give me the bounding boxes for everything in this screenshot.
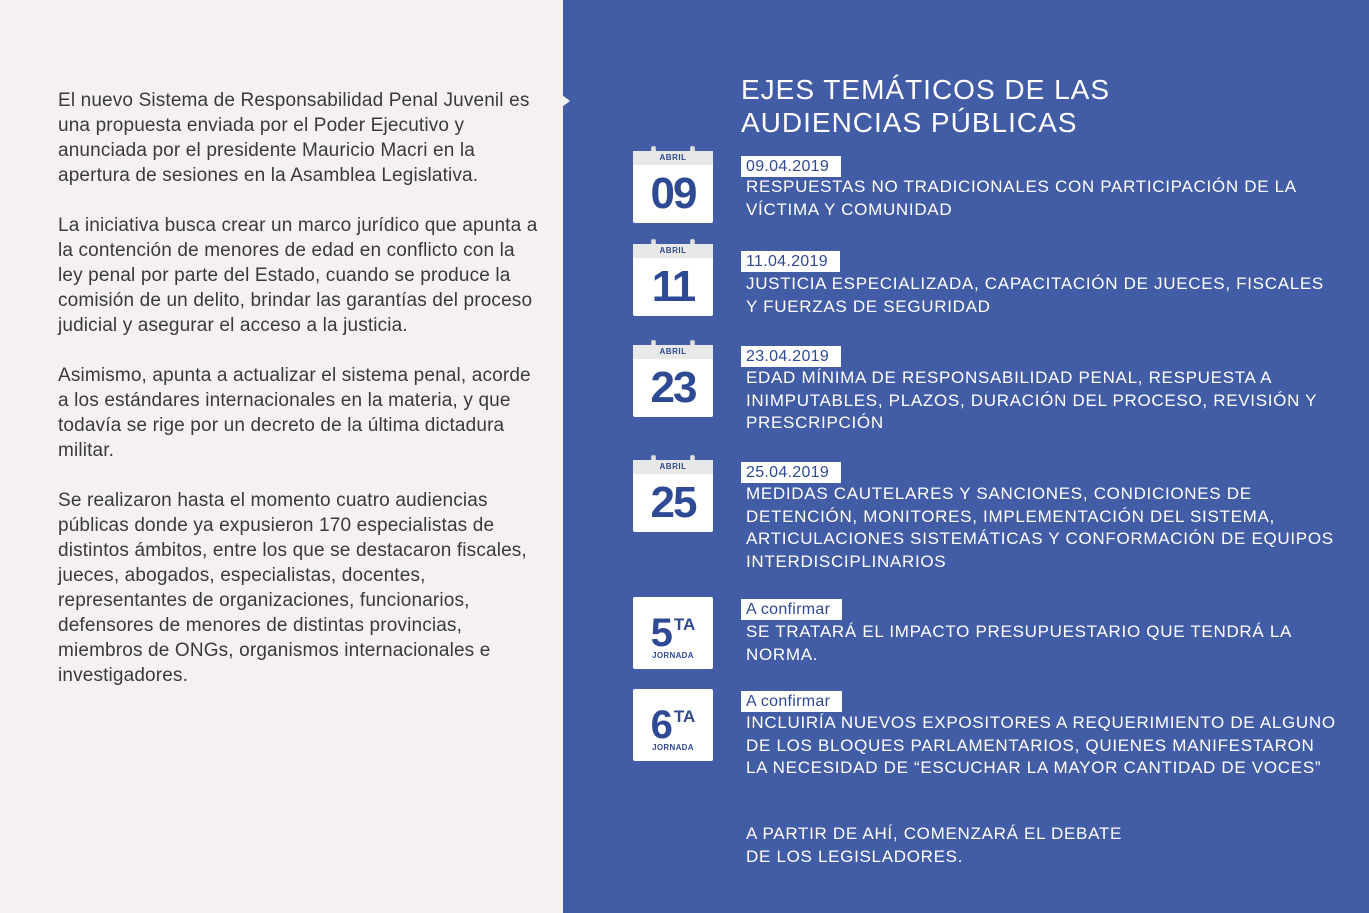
calendar-day: 09 <box>650 169 696 218</box>
calendar-icon <box>633 460 713 532</box>
item-description: INCLUIRÍA NUEVOS EXPOSITORES A REQUERIMIENTO DE ALGUNO DE LOS BLOQUES PARLAMENTARIOS, QUIENES MANIFESTARON LA NECESIDAD DE “ESCUCHAR LA MAYOR CANTIDAD DE VOCES” <box>746 713 1336 777</box>
left-panel <box>0 0 563 913</box>
heading-line-1: EJES TEMÁTICOS DE LAS <box>741 74 1111 105</box>
date-tag: 11.04.2019 <box>741 251 840 272</box>
closing-line-2: DE LOS LEGISLADORES. <box>746 846 964 866</box>
item-description: EDAD MÍNIMA DE RESPONSABILIDAD PENAL, RESPUESTA A INIMPUTABLES, PLAZOS, DURACIÓN DEL PROCESO, REVISIÓN Y PRESCRIPCIÓN <box>746 368 1317 432</box>
jornada-badge-icon <box>633 597 713 669</box>
calendar-day: 11 <box>651 262 695 311</box>
intro-paragraph-3: Asimismo, apunta a actualizar el sistema penal, acorde a los estándares internacionales en la materia, y que todavía se rige por un decreto de la última dictadura militar. <box>58 365 531 461</box>
intro-text <box>58 88 538 713</box>
date-tag: A confirmar <box>741 691 842 712</box>
date-tag: 09.04.2019 <box>741 156 841 177</box>
calendar-icon <box>633 151 713 223</box>
intro-paragraph-4: Se realizaron hasta el momento cuatro audiencias públicas donde ya expusieron 170 especialistas de distintos ámbitos, entre los que se destacaron fiscales, jueces, abogados, especialistas, docentes, representantes de organizaciones, funcionarios, defensores de menores de distintas provincias, miembros de ONGs, organismos internacionales e investigadores. <box>58 490 527 686</box>
closing-line-1: A PARTIR DE AHÍ, COMENZARÁ EL DEBATE <box>746 824 1122 843</box>
jornada-number: 6 <box>650 703 673 747</box>
date-tag: A confirmar <box>741 599 842 620</box>
jornada-suffix: TA <box>673 707 696 726</box>
calendar-month: ABRIL <box>633 345 713 359</box>
calendar-icon <box>633 345 713 417</box>
jornada-label: JORNADA <box>652 743 694 752</box>
right-panel <box>563 0 1369 913</box>
item-description: MEDIDAS CAUTELARES Y SANCIONES, CONDICIONES DE DETENCIÓN, MONITORES, IMPLEMENTACIÓN DEL SISTEMA, ARTICULACIONES SISTEMÁTICAS Y CONFORMACIÓN DE EQUIPOS INTERDISCIPLINARIOS <box>746 484 1334 571</box>
date-tag: 25.04.2019 <box>741 462 841 483</box>
calendar-day: 25 <box>650 478 696 527</box>
calendar-icon <box>633 244 713 316</box>
intro-paragraph-2: La iniciativa busca crear un marco jurídico que apunta a la contención de menores de edad en conflicto con la ley penal por parte del Estado, cuando se produce la comisión de un delito, brindar las garantías del proceso judicial y asegurar el acceso a la justicia. <box>58 215 538 336</box>
closing-note <box>746 823 1306 868</box>
date-tag: 23.04.2019 <box>741 346 841 367</box>
jornada-suffix: TA <box>673 615 696 634</box>
section-heading <box>741 73 1301 139</box>
calendar-day: 23 <box>650 363 696 412</box>
calendar-month: ABRIL <box>633 151 713 165</box>
jornada-badge-icon <box>633 689 713 761</box>
jornada-label: JORNADA <box>652 651 694 660</box>
item-description: SE TRATARÁ EL IMPACTO PRESUPUESTARIO QUE TENDRÁ LA NORMA. <box>746 622 1292 664</box>
calendar-month: ABRIL <box>633 244 713 258</box>
jornada-number: 5 <box>650 611 673 655</box>
item-description: JUSTICIA ESPECIALIZADA, CAPACITACIÓN DE JUECES, FISCALES Y FUERZAS DE SEGURIDAD <box>746 274 1324 316</box>
calendar-month: ABRIL <box>633 460 713 474</box>
item-description: RESPUESTAS NO TRADICIONALES CON PARTICIPACIÓN DE LA VÍCTIMA Y COMUNIDAD <box>746 177 1296 219</box>
pointer-arrow-icon <box>562 95 570 107</box>
heading-line-2: AUDIENCIAS PÚBLICAS <box>741 107 1078 138</box>
intro-paragraph-1: El nuevo Sistema de Responsabilidad Penal Juvenil es una propuesta enviada por el Poder Ejecutivo y anunciada por el presidente Mauricio Macri en la apertura de sesiones en la Asamblea Legislativa. <box>58 90 530 186</box>
